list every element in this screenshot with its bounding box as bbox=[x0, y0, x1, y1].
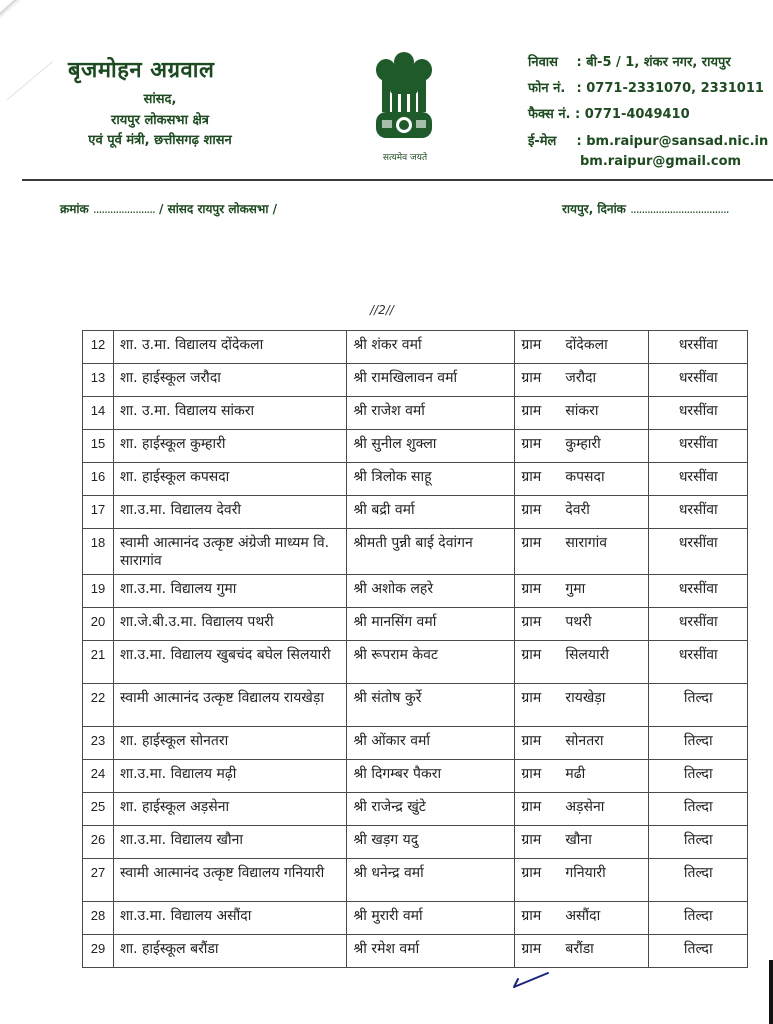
email-value-1[interactable]: : bm.raipur@sansad.nic.in bbox=[576, 134, 769, 149]
school-name-cell: शा. उ.मा. विद्यालय सांकरा bbox=[113, 397, 346, 430]
emblem-motto: सत्यमेव जयते bbox=[382, 153, 428, 163]
school-name-cell: शा.उ.मा. विद्यालय मढ़ी bbox=[113, 760, 346, 793]
person-name-cell: श्री दिगम्बर पैकरा bbox=[347, 760, 515, 793]
residence-label: निवास bbox=[528, 55, 558, 70]
village-name: असौंदा bbox=[565, 908, 601, 924]
reference-number-suffix: / सांसद रायपुर लोकसभा / bbox=[159, 202, 278, 216]
village-name: दोंदेकला bbox=[565, 337, 608, 353]
village-prefix: ग्राम bbox=[521, 908, 542, 924]
village-prefix: ग्राम bbox=[521, 799, 542, 815]
table-row bbox=[83, 496, 748, 529]
village-name: कुम्हारी bbox=[565, 436, 601, 452]
block-cell: धरसींवा bbox=[649, 331, 748, 364]
village-cell bbox=[515, 463, 649, 496]
person-name-cell: श्री मानसिंग वर्मा bbox=[347, 608, 515, 641]
serial-number-cell: 21 bbox=[83, 641, 114, 684]
village-cell bbox=[515, 496, 649, 529]
village-prefix: ग्राम bbox=[521, 502, 542, 518]
page-number: //2// bbox=[370, 303, 394, 317]
table-row bbox=[83, 935, 748, 968]
school-name-cell: स्वामी आत्मानंद उत्कृष्ट विद्यालय गनियारी bbox=[113, 859, 346, 902]
phone-label: फोन नं. bbox=[528, 81, 566, 96]
scan-edge bbox=[769, 960, 773, 1024]
contact-phone bbox=[528, 78, 764, 96]
village-cell bbox=[515, 397, 649, 430]
village-prefix: ग्राम bbox=[521, 581, 542, 597]
serial-number-cell: 14 bbox=[83, 397, 114, 430]
serial-number-cell: 15 bbox=[83, 430, 114, 463]
serial-number-cell: 26 bbox=[83, 826, 114, 859]
village-prefix: ग्राम bbox=[521, 766, 542, 782]
table-row bbox=[83, 364, 748, 397]
block-cell: तिल्दा bbox=[649, 935, 748, 968]
table-row bbox=[83, 826, 748, 859]
phone-value: : 0771-2331070, 2331011 bbox=[576, 81, 764, 96]
person-name-cell: श्री संतोष कुर्रे bbox=[347, 684, 515, 727]
table-row bbox=[83, 463, 748, 496]
village-cell bbox=[515, 793, 649, 826]
village-name: जरौदा bbox=[565, 370, 597, 386]
table-row bbox=[83, 397, 748, 430]
village-cell bbox=[515, 364, 649, 397]
village-cell bbox=[515, 859, 649, 902]
school-name-cell: शा.जे.बी.उ.मा. विद्यालय पथरी bbox=[113, 608, 346, 641]
serial-number-cell: 28 bbox=[83, 902, 114, 935]
block-cell: तिल्दा bbox=[649, 760, 748, 793]
table-row bbox=[83, 793, 748, 826]
village-prefix: ग्राम bbox=[521, 337, 542, 353]
letterhead-divider bbox=[22, 179, 773, 181]
table-row bbox=[83, 902, 748, 935]
school-name-cell: शा. हाईस्कूल अड़सेना bbox=[113, 793, 346, 826]
village-cell bbox=[515, 902, 649, 935]
village-name: रायखेड़ा bbox=[565, 690, 606, 706]
paper-fold-shadow bbox=[0, 0, 82, 42]
block-cell: तिल्दा bbox=[649, 902, 748, 935]
person-name-cell: श्रीमती पुन्नी बाई देवांगन bbox=[347, 529, 515, 575]
village-name: गनियारी bbox=[565, 865, 606, 881]
person-name-cell: श्री ओंकार वर्मा bbox=[347, 727, 515, 760]
block-cell: तिल्दा bbox=[649, 793, 748, 826]
person-name-cell: श्री सुनील शुक्ला bbox=[347, 430, 515, 463]
block-cell: धरसींवा bbox=[649, 496, 748, 529]
block-cell: धरसींवा bbox=[649, 575, 748, 608]
block-cell: तिल्दा bbox=[649, 684, 748, 727]
school-name-cell: शा. उ.मा. विद्यालय दोंदेकला bbox=[113, 331, 346, 364]
school-name-cell: शा.उ.मा. विद्यालय असौंदा bbox=[113, 902, 346, 935]
serial-number-cell: 12 bbox=[83, 331, 114, 364]
block-cell: तिल्दा bbox=[649, 727, 748, 760]
school-name-cell: शा. हाईस्कूल सोनतरा bbox=[113, 727, 346, 760]
village-cell bbox=[515, 331, 649, 364]
village-prefix: ग्राम bbox=[521, 469, 542, 485]
block-cell: धरसींवा bbox=[649, 529, 748, 575]
contact-email-2 bbox=[580, 154, 741, 169]
block-cell: तिल्दा bbox=[649, 826, 748, 859]
school-name-cell: स्वामी आत्मानंद उत्कृष्ट अंग्रेजी माध्यम वि. सारागांव bbox=[113, 529, 346, 575]
table-row bbox=[83, 430, 748, 463]
fax-value: : 0771-4049410 bbox=[575, 107, 690, 122]
block-cell: धरसींवा bbox=[649, 430, 748, 463]
serial-number-cell: 17 bbox=[83, 496, 114, 529]
email-label: ई-मेल bbox=[528, 134, 557, 149]
reference-number-label: क्रमांक bbox=[60, 202, 89, 216]
place-date bbox=[562, 200, 729, 217]
person-name-cell: श्री खड़ग यदु bbox=[347, 826, 515, 859]
village-cell bbox=[515, 727, 649, 760]
village-prefix: ग्राम bbox=[521, 733, 542, 749]
reference-number-blank: ...................... bbox=[92, 202, 155, 216]
village-cell bbox=[515, 430, 649, 463]
block-cell: धरसींवा bbox=[649, 397, 748, 430]
school-name-cell: शा. हाईस्कूल जरौदा bbox=[113, 364, 346, 397]
block-cell: धरसींवा bbox=[649, 364, 748, 397]
residence-value: : बी-5 / 1, शंकर नगर, रायपुर bbox=[576, 55, 731, 70]
schools-table bbox=[82, 330, 748, 968]
village-name: खौना bbox=[565, 832, 592, 848]
serial-number-cell: 25 bbox=[83, 793, 114, 826]
serial-number-cell: 22 bbox=[83, 684, 114, 727]
village-name: पथरी bbox=[565, 614, 592, 630]
letterhead-designation-2: रायपुर लोकसभा क्षेत्र bbox=[111, 113, 209, 128]
village-cell bbox=[515, 760, 649, 793]
village-name: कपसदा bbox=[565, 469, 605, 485]
village-name: सारागांव bbox=[565, 535, 608, 551]
table-row bbox=[83, 608, 748, 641]
village-prefix: ग्राम bbox=[521, 614, 542, 630]
table-row bbox=[83, 684, 748, 727]
village-prefix: ग्राम bbox=[521, 865, 542, 881]
person-name-cell: श्री राजेन्द्र खुंटे bbox=[347, 793, 515, 826]
block-cell: धरसींवा bbox=[649, 608, 748, 641]
table-row bbox=[83, 859, 748, 902]
school-name-cell: शा.उ.मा. विद्यालय खौना bbox=[113, 826, 346, 859]
fax-label: फैक्स नं. bbox=[528, 107, 571, 122]
person-name-cell: श्री त्रिलोक साहू bbox=[347, 463, 515, 496]
village-prefix: ग्राम bbox=[521, 403, 542, 419]
person-name-cell: श्री अशोक लहरे bbox=[347, 575, 515, 608]
table-row bbox=[83, 331, 748, 364]
village-prefix: ग्राम bbox=[521, 690, 542, 706]
person-name-cell: श्री मुरारी वर्मा bbox=[347, 902, 515, 935]
letterhead-designation-3: एवं पूर्व मंत्री, छत्तीसगढ़ शासन bbox=[88, 133, 232, 148]
village-cell bbox=[515, 684, 649, 727]
person-name-cell: श्री रमेश वर्मा bbox=[347, 935, 515, 968]
village-cell bbox=[515, 641, 649, 684]
date-blank: ................................... bbox=[630, 202, 729, 216]
contact-email bbox=[528, 131, 768, 149]
letterhead-designation-1: सांसद, bbox=[143, 92, 177, 107]
table-row bbox=[83, 727, 748, 760]
block-cell: तिल्दा bbox=[649, 859, 748, 902]
village-cell bbox=[515, 529, 649, 575]
contact-residence bbox=[528, 52, 731, 70]
table-row bbox=[83, 760, 748, 793]
serial-number-cell: 19 bbox=[83, 575, 114, 608]
serial-number-cell: 23 bbox=[83, 727, 114, 760]
serial-number-cell: 20 bbox=[83, 608, 114, 641]
village-name: बरौंडा bbox=[565, 941, 594, 957]
person-name-cell: श्री राजेश वर्मा bbox=[347, 397, 515, 430]
block-cell: धरसींवा bbox=[649, 641, 748, 684]
serial-number-cell: 29 bbox=[83, 935, 114, 968]
school-name-cell: स्वामी आत्मानंद उत्कृष्ट विद्यालय रायखेड़ा bbox=[113, 684, 346, 727]
contact-fax bbox=[528, 104, 690, 122]
village-name: देवरी bbox=[565, 502, 590, 518]
village-cell bbox=[515, 826, 649, 859]
school-name-cell: शा.उ.मा. विद्यालय गुमा bbox=[113, 575, 346, 608]
person-name-cell: श्री धनेन्द्र वर्मा bbox=[347, 859, 515, 902]
table-row bbox=[83, 529, 748, 575]
village-name: सांकरा bbox=[565, 403, 599, 419]
school-name-cell: शा. हाईस्कूल कपसदा bbox=[113, 463, 346, 496]
village-name: मढी bbox=[565, 766, 586, 782]
serial-number-cell: 16 bbox=[83, 463, 114, 496]
serial-number-cell: 27 bbox=[83, 859, 114, 902]
letterhead-name: बृजमोहन अग्रवाल bbox=[68, 58, 215, 83]
village-prefix: ग्राम bbox=[521, 941, 542, 957]
block-cell: धरसींवा bbox=[649, 463, 748, 496]
village-cell bbox=[515, 608, 649, 641]
table-row bbox=[83, 575, 748, 608]
person-name-cell: श्री बद्री वर्मा bbox=[347, 496, 515, 529]
reference-number bbox=[60, 200, 277, 217]
school-name-cell: शा.उ.मा. विद्यालय खुबचंद बघेल सिलयारी bbox=[113, 641, 346, 684]
national-emblem-icon bbox=[368, 48, 440, 148]
school-name-cell: शा. हाईस्कूल कुम्हारी bbox=[113, 430, 346, 463]
serial-number-cell: 13 bbox=[83, 364, 114, 397]
person-name-cell: श्री शंकर वर्मा bbox=[347, 331, 515, 364]
village-cell bbox=[515, 935, 649, 968]
village-prefix: ग्राम bbox=[521, 535, 542, 551]
serial-number-cell: 18 bbox=[83, 529, 114, 575]
village-prefix: ग्राम bbox=[521, 647, 542, 663]
village-name: अड़सेना bbox=[565, 799, 605, 815]
village-name: सोनतरा bbox=[565, 733, 604, 749]
person-name-cell: श्री रूपराम केवट bbox=[347, 641, 515, 684]
serial-number-cell: 24 bbox=[83, 760, 114, 793]
village-prefix: ग्राम bbox=[521, 436, 542, 452]
village-name: सिलयारी bbox=[565, 647, 610, 663]
handwritten-checkmark-icon bbox=[510, 965, 550, 995]
person-name-cell: श्री रामखिलावन वर्मा bbox=[347, 364, 515, 397]
table-row bbox=[83, 641, 748, 684]
school-name-cell: शा. हाईस्कूल बरौंडा bbox=[113, 935, 346, 968]
village-prefix: ग्राम bbox=[521, 370, 542, 386]
village-cell bbox=[515, 575, 649, 608]
village-name: गुमा bbox=[565, 581, 586, 597]
place-date-label: रायपुर, दिनांक bbox=[562, 202, 626, 216]
school-name-cell: शा.उ.मा. विद्यालय देवरी bbox=[113, 496, 346, 529]
email-value-2[interactable]: bm.raipur@gmail.com bbox=[580, 154, 742, 169]
village-prefix: ग्राम bbox=[521, 832, 542, 848]
